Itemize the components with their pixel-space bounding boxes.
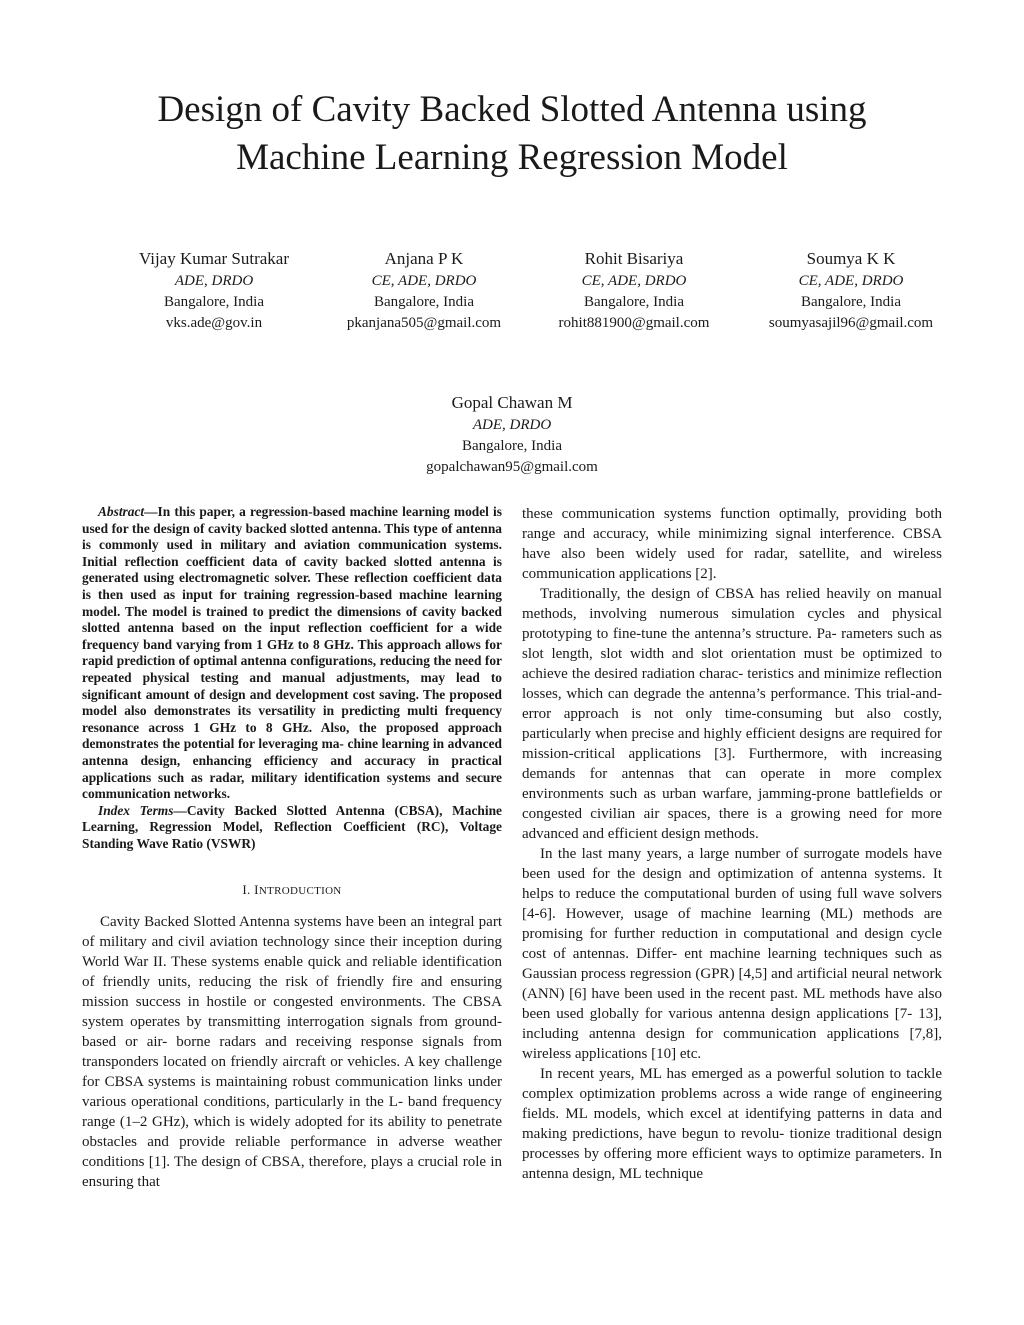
- section-numeral: I.: [242, 882, 251, 898]
- body-paragraph-3: In the last many years, a large number of surrogate models have been used for the design and optimization of antenna systems. It helps to reduce the computational burden of using full wave solvers [4-6]. However, usage of machine learning (ML) methods are promising for further reduction in computational and design cycle cost of antennas. Differ- ent machine learning techniques such as Gaussian process regression (GPR) [4,5] and artificial neural network (ANN) [6] have been used in the recent past. ML methods have also been used globally for various antenna design applications [7- 13], including antenna design for communication applications [7,8], wireless applications [10] etc.: [522, 846, 942, 1062]
- index-terms-lead: Index Terms: [98, 802, 174, 818]
- author-location: Bangalore, India: [164, 294, 264, 310]
- author-4: [731, 248, 971, 334]
- author-affiliation: ADE, DRDO: [174, 273, 254, 289]
- paper-title-line-2: Machine Learning Regression Model: [236, 137, 788, 178]
- author-name: Gopal Chawan M: [451, 393, 573, 412]
- author-affiliation: CE, ADE, DRDO: [798, 273, 904, 289]
- author-location: Bangalore, India: [374, 294, 474, 310]
- paper-title: [0, 86, 1024, 182]
- author-email: soumyasajil96@gmail.com: [768, 315, 934, 331]
- body-paragraph-continued: these communication systems function optimally, providing both range and accuracy, while minimizing signal interference. CBSA have also been widely used for radar, satellite, and wireless communication applications [2].: [522, 506, 942, 582]
- author-5: [392, 392, 632, 478]
- author-name: Vijay Kumar Sutrakar: [138, 249, 290, 268]
- author-email: rohit881900@gmail.com: [558, 315, 710, 331]
- section-title-rest: NTRODUCTION: [258, 885, 342, 898]
- author-location: Bangalore, India: [462, 438, 562, 454]
- abstract-lead: Abstract: [98, 504, 145, 519]
- author-email: vks.ade@gov.in: [165, 315, 263, 331]
- right-column: [522, 504, 942, 1184]
- index-terms: [82, 803, 502, 853]
- intro-paragraph-1: Cavity Backed Slotted Antenna systems have been an integral part of military and civil aviation technology since their inception during World War II. These systems enable quick and reliable identification of friendly units, reducing the risk of friendly fire and ensuring mission success in hostile or congested environments. The CBSA system operates by transmitting interrogation signals from ground-based or air- borne radars and receiving response signals from transponders located on friendly aircraft or vehicles. A key challenge for CBSA systems is maintaining robust communication links under various operational conditions, particularly in the L- band frequency range (1–2 GHz), which is widely adopted for its ability to penetrate obstacles and provide reliable performance in adverse weather conditions [1]. The design of CBSA, therefore, plays a crucial role in ensuring that: [82, 914, 502, 1191]
- abstract: [82, 504, 502, 803]
- section-heading-introduction: [82, 882, 502, 898]
- abstract-text: —In this paper, a regression-based machine learning model is used for the design of cavity backed slotted antenna. This type of antenna is commonly used in military and aviation communication systems. Initial reflection coefficient data of cavity backed slotted antenna is generated using electromagnetic solver. These reflection coefficient data is then used as input for training regression-based machine learning model. The model is trained to predict the dimensions of cavity backed slotted antenna based on the input reflection coefficient for a wide frequency band varying from 1 GHz to 8 GHz. This approach allows for rapid prediction of optimal antenna configurations, reducing the need for repeated physical testing and manual adjustments, may lead to significant amount of design and development cost saving. The proposed model also demonstrates its versatility in predicting multi frequency resonance across 1 GHz to 8 GHz. Also, the proposed approach demonstrates the potential for leveraging ma- chine learning in advanced antenna design, enhancing efficiency and accuracy in practical applications such as radar, military identification systems and secure communication networks.: [82, 504, 502, 802]
- author-name: Soumya K K: [806, 249, 896, 268]
- body-paragraph-4: In recent years, ML has emerged as a powerful solution to tackle complex optimization problems across a wide range of engineering fields. ML models, which excel at identifying patterns in data and making predictions, have begun to revolu- tionize traditional design processes by offering more efficient ways to optimize parameters. In antenna design, ML technique: [522, 1066, 942, 1182]
- author-location: Bangalore, India: [584, 294, 684, 310]
- author-name: Rohit Bisariya: [584, 249, 684, 268]
- author-affiliation: CE, ADE, DRDO: [581, 273, 687, 289]
- author-affiliation: CE, ADE, DRDO: [371, 273, 477, 289]
- author-2: [304, 248, 544, 334]
- author-3: [514, 248, 754, 334]
- author-email: pkanjana505@gmail.com: [346, 315, 502, 331]
- author-name: Anjana P K: [384, 249, 464, 268]
- body-paragraph-2: Traditionally, the design of CBSA has relied heavily on manual methods, involving numerous simulation cycles and physical prototyping to fine-tune the antenna’s structure. Pa- rameters such as slot length, slot width and slot orientation must be optimized to achieve the desired radiation charac- teristics and minimize reflection losses, which can degrade the antenna’s performance. This trial-and-error approach is not only time-consuming but also costly, particularly when precise and highly efficient designs are required for mission-critical applications [3]. Furthermore, with increasing demands for antennas that can operate in more complex environments such as urban warfare, jamming-prone battlefields or congested civilian air spaces, there is a growing need for more advanced and efficient design methods.: [522, 586, 942, 842]
- paper-title-line-1: Design of Cavity Backed Slotted Antenna using: [157, 89, 867, 130]
- left-column: [82, 504, 502, 1192]
- index-terms-text: —Cavity Backed Slotted Antenna (CBSA), Machine Learning, Regression Model, Reflection Coefficient (RC), Voltage Standing Wave Ratio (VSWR): [82, 802, 502, 851]
- author-1: [94, 248, 334, 334]
- author-location: Bangalore, India: [801, 294, 901, 310]
- author-email: gopalchawan95@gmail.com: [426, 459, 598, 475]
- section-first-letter: I: [254, 882, 259, 898]
- author-affiliation: ADE, DRDO: [472, 417, 552, 433]
